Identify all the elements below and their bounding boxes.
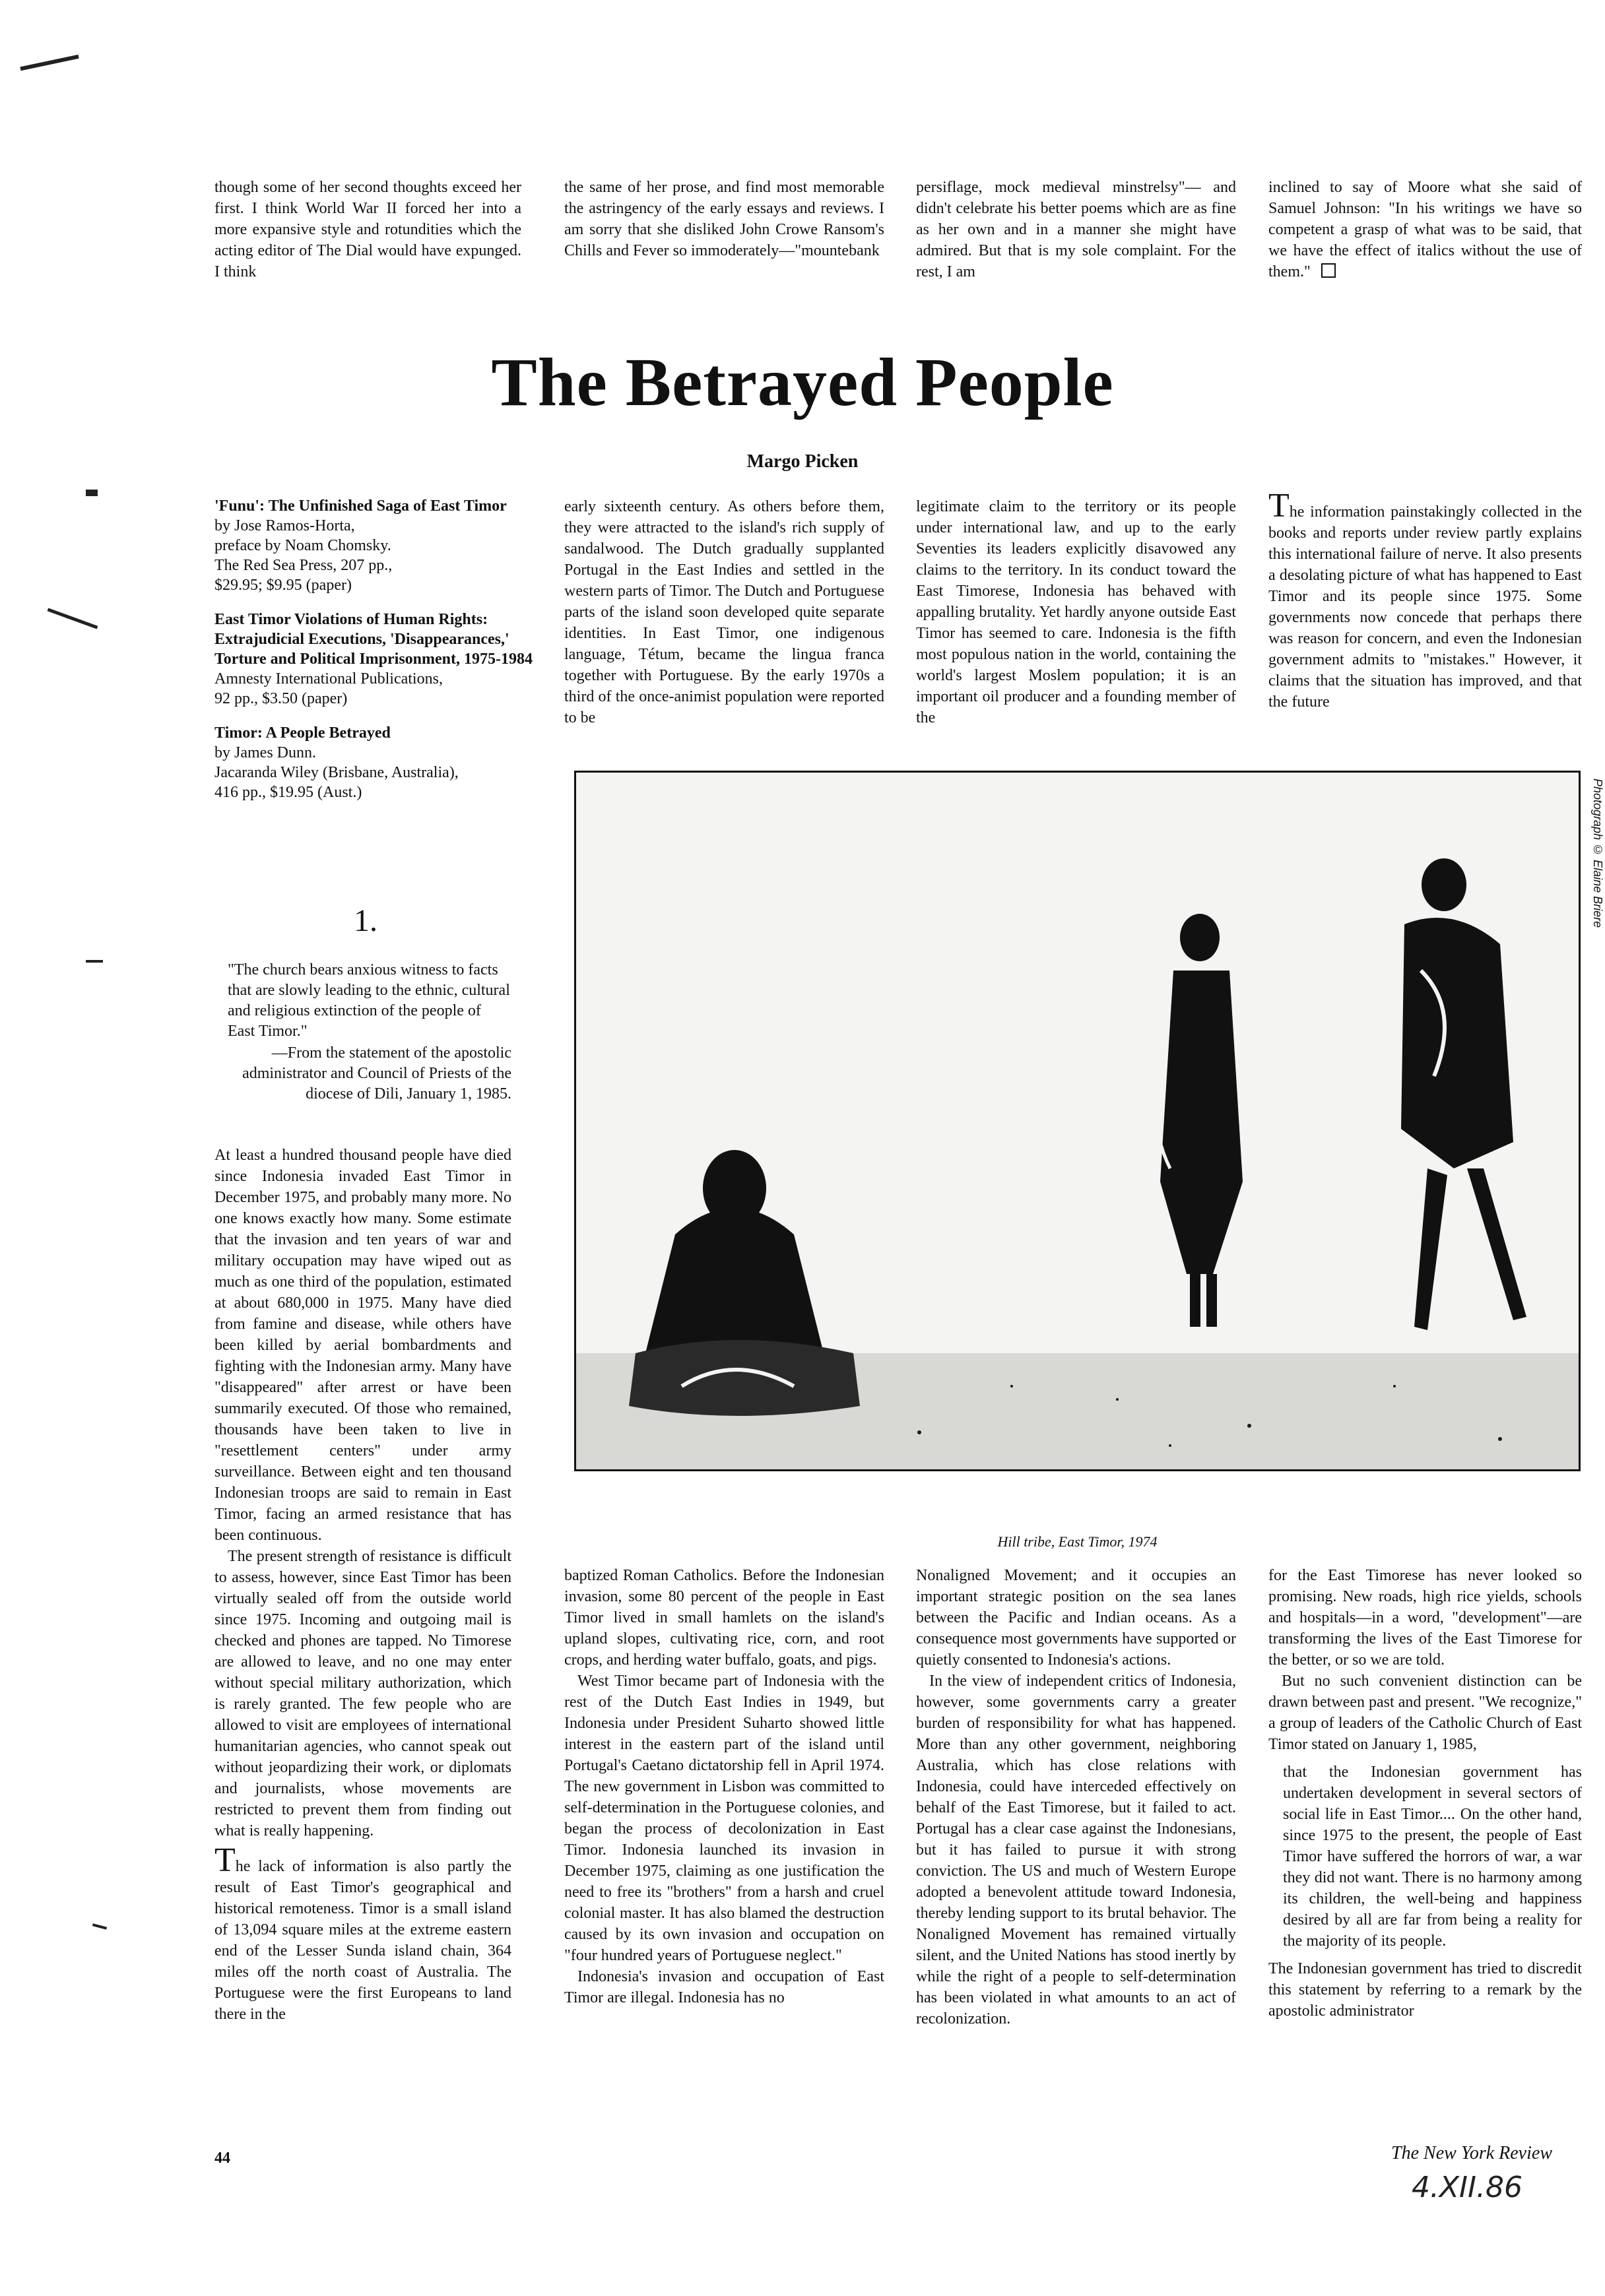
book-detail: Jacaranda Wiley (Brisbane, Australia), bbox=[214, 764, 459, 781]
book-entry bbox=[214, 723, 544, 802]
book-detail: The Red Sea Press, 207 pp., bbox=[214, 557, 393, 574]
book-title: 'Funu': The Unfinished Saga of East Timor bbox=[214, 497, 507, 515]
book-detail: $29.95; $9.95 (paper) bbox=[214, 577, 352, 594]
photo-caption: Hill tribe, East Timor, 1974 bbox=[997, 1533, 1158, 1550]
margin-ink-mark bbox=[86, 960, 103, 963]
article-title: The Betrayed People bbox=[491, 344, 1114, 420]
body-paragraph: At least a hundred thousand people have died since Indonesia invaded East Timor in December 1975, and probably many more. No one knows exactly how many. Some estimate that the invasion and ten years of war and military occupation may have wiped out as much as one third of the population, estimated at about 680,000 in 1975. Many have died from famine and disease, while others have been killed by aerial bombardments and fighting with the Indonesian army. Many have "disappeared" after arrest or have been summarily executed. Of those who remained, thousands have been taken to live in "resettlement centers" under army surveillance. Between eight and ten thousand Indonesian troops are said to remain in East Timor, facing an armed resistance that has been continuous. bbox=[214, 1147, 511, 1544]
body-column-4-top bbox=[1268, 487, 1582, 713]
margin-ink-mark bbox=[48, 608, 98, 629]
book-detail: by Jose Ramos-Horta, bbox=[214, 517, 355, 534]
book-entry bbox=[214, 610, 544, 709]
book-title: Timor: A People Betrayed bbox=[214, 724, 391, 742]
book-entry bbox=[214, 496, 544, 595]
photo-credit: Photograph © Elaine Briere bbox=[1591, 779, 1604, 928]
margin-ink-mark bbox=[92, 1923, 107, 1930]
body-paragraph: The Indonesian government has tried to discredit this statement by referring to a remark by the apostolic administrator bbox=[1268, 1960, 1582, 2020]
body-paragraph: West Timor became part of Indonesia with the rest of the Dutch East Indies in 1949, but Indonesia under President Suharto showed little interest in the eastern part of the island until Portugal's Caetano dictatorship fell in April 1974. The new government in Lisbon was committed to self-determination in the Portuguese colonies, and began the process of decolonization in East Timor. Indonesia launched its invasion in December 1975, claiming as one justification the need to free its "brothers" from a harsh and cruel colonial master. It has also blamed the destruction caused by its own invasion and occupation on "four hundred years of Portuguese neglect." bbox=[564, 1673, 884, 1964]
body-paragraph: The present strength of resistance is difficult to assess, however, since East Timor has been virtually sealed off from the outside world since 1975. Incoming and outgoing mail is checked and phones are tapped. No Timorese are allowed to leave, and no one may enter without special military authorization, which is rarely granted. The few people who are allowed to visit are employees of international humanitarian agencies, who cannot speak out without jeopardizing their work, or diplomats and journalists, whose movements are restricted to prevent them from finding out what is really happening. bbox=[214, 1548, 511, 1839]
body-paragraph: The information painstakingly collected in the books and reports under review partly explains this international failure of nerve. It also presents a desolating picture of what has happened to East Timor and its people since 1975. Some governments now concede that perhaps there was reason for concern, and even the Indonesian government admits to "mistakes." However, it claims that the situation has improved, and that the future bbox=[1268, 487, 1582, 711]
book-detail: by James Dunn. bbox=[214, 744, 316, 761]
body-column-2-bottom bbox=[564, 1565, 884, 2008]
article-photograph bbox=[574, 771, 1581, 1471]
book-title: East Timor Violations of Human Rights: Extrajudicial Executions, 'Disappearances,' Torture and Political Imprisonment, 1975-1984 bbox=[214, 611, 533, 668]
body-paragraph: But no such convenient distinction can be drawn between past and present. "We recognize," a group of leaders of the Catholic Church of East Timor stated on January 1, 1985, bbox=[1268, 1673, 1582, 1753]
body-paragraph: baptized Roman Catholics. Before the Indonesian invasion, some 80 percent of the people in East Timor lived in small hamlets on the island's upland slopes, cultivating rice, corn, and root crops, and herding water buffalo, goats, and pigs. bbox=[564, 1567, 884, 1669]
book-detail: Amnesty International Publications, bbox=[214, 670, 443, 687]
body-column-2-top bbox=[564, 496, 884, 728]
top-column-4-text: inclined to say of Moore what she said of Samuel Johnson: "In his writings we have so competent a grasp of what was to be said, that we have the effect of italics without the use of them." bbox=[1268, 179, 1582, 280]
section-number: 1. bbox=[354, 903, 377, 938]
book-detail: 92 pp., $3.50 (paper) bbox=[214, 690, 348, 707]
books-under-review bbox=[214, 496, 544, 817]
body-paragraph: The lack of information is also partly the result of East Timor's geographical and historical remoteness. Timor is a small island of 13,094 square miles at the extreme eastern end of the Lesser Sunda island chain, 364 miles off the north coast of Australia. The Portuguese were the first Europeans to land there in the bbox=[214, 1841, 511, 2023]
epigraph-attribution: —From the statement of the apostolic administrator and Council of Priests of the diocese of Dili, January 1, 1985. bbox=[242, 1044, 511, 1102]
body-paragraph: legitimate claim to the territory or its people under international law, and up to the early Seventies its leaders explicitly disavowed any claims to the territory. In its conduct toward the East Timorese, Indonesia has behaved with appalling brutality. Yet hardly anyone outside East Timor has seemed to care. Indonesia is the fifth most populous nation in the world, containing the world's largest Moslem population; it is an important oil producer and a founding member of the bbox=[916, 498, 1236, 726]
end-mark-icon bbox=[1321, 263, 1336, 278]
handwritten-date: 4.XII.86 bbox=[1411, 2171, 1523, 2204]
publication-name: The New York Review bbox=[1391, 2143, 1552, 2163]
epigraph bbox=[228, 960, 511, 1104]
block-quote: that the Indonesian government has undertaken development in several sectors of social life in East Timor.... On the other hand, since 1975 to the present, the people of East Timor have suffered the horrors of war, a war they did not want. There is no harmony among its children, the well-being and happiness desired by all are far from being a reality for the majority of its people. bbox=[1283, 1764, 1582, 1950]
body-paragraph: for the East Timorese has never looked so promising. New roads, high rice yields, schools and hospitals—in a word, "development"—are transforming the lives of the East Timorese for the better, or so we are told. bbox=[1268, 1567, 1582, 1669]
article-author: Margo Picken bbox=[746, 451, 859, 472]
body-column-3-top bbox=[916, 496, 1236, 728]
page-number: 44 bbox=[214, 2150, 230, 2167]
top-column-3: persiflage, mock medieval minstrelsy"— and didn't celebrate his better poems which are as fine as her own and in a manner she might have admired. But that is my sole complaint. For the rest, I am bbox=[916, 179, 1236, 280]
margin-ink-mark bbox=[20, 55, 79, 71]
top-column-1: though some of her second thoughts exceed her first. I think World War II forced her into a more expansive style and rotundities which the acting editor of The Dial would have expunged. I think bbox=[214, 179, 521, 280]
top-column-2: the same of her prose, and find most memorable the astringency of the early essays and reviews. I am sorry that she disliked John Crowe Ransom's Chills and Fever so immoderately—"mountebank bbox=[564, 179, 884, 259]
epigraph-text: "The church bears anxious witness to facts that are slowly leading to the ethnic, cultural and religious extinction of the people of East Timor." bbox=[228, 961, 510, 1040]
hill-tribe-photo bbox=[576, 773, 1579, 1469]
body-paragraph: Indonesia's invasion and occupation of East Timor are illegal. Indonesia has no bbox=[564, 1968, 884, 2006]
body-paragraph: In the view of independent critics of Indonesia, however, some governments carry a greater burden of responsibility for what has happened. More than any other government, neighboring Australia, which has close relations with Indonesia, could have interceded effectively on behalf of the East Timorese, but it failed to act. Portugal has a clear case against the Indonesians, but it has failed to pursue it with strong conviction. The US and much of Western Europe adopted a benevolent attitude toward Indonesia, thereby lending support to its brutal behavior. The Nonaligned Movement has remained virtually silent, and the United Nations has stood inertly by while the right of a people to self-determination has been violated in what amounts to an act of recolonization. bbox=[916, 1673, 1236, 2027]
body-column-4-bottom bbox=[1268, 1565, 1582, 2022]
body-paragraph: Nonaligned Movement; and it occupies an important strategic position on the sea lanes between the Pacific and Indian oceans. As a consequence most governments have supported or quietly consented to Indonesia's actions. bbox=[916, 1567, 1236, 1669]
body-column-1 bbox=[214, 1145, 511, 2025]
body-column-3-bottom bbox=[916, 1565, 1236, 2029]
book-detail: 416 pp., $19.95 (Aust.) bbox=[214, 784, 362, 801]
book-detail: preface by Noam Chomsky. bbox=[214, 537, 391, 554]
top-column-4 bbox=[1268, 177, 1582, 282]
body-paragraph: early sixteenth century. As others before them, they were attracted to the island's rich supply of sandalwood. The Dutch gradually supplanted Portugal in the East Indies and settled in the western parts of Timor. The Dutch and Portuguese parts of the island soon developed quite separate identities. In East Timor, one indigenous language, Tétum, became the lingua franca together with Portuguese. By the early 1970s a third of the once-animist population were reported to be bbox=[564, 498, 884, 726]
margin-ink-mark bbox=[86, 490, 98, 496]
